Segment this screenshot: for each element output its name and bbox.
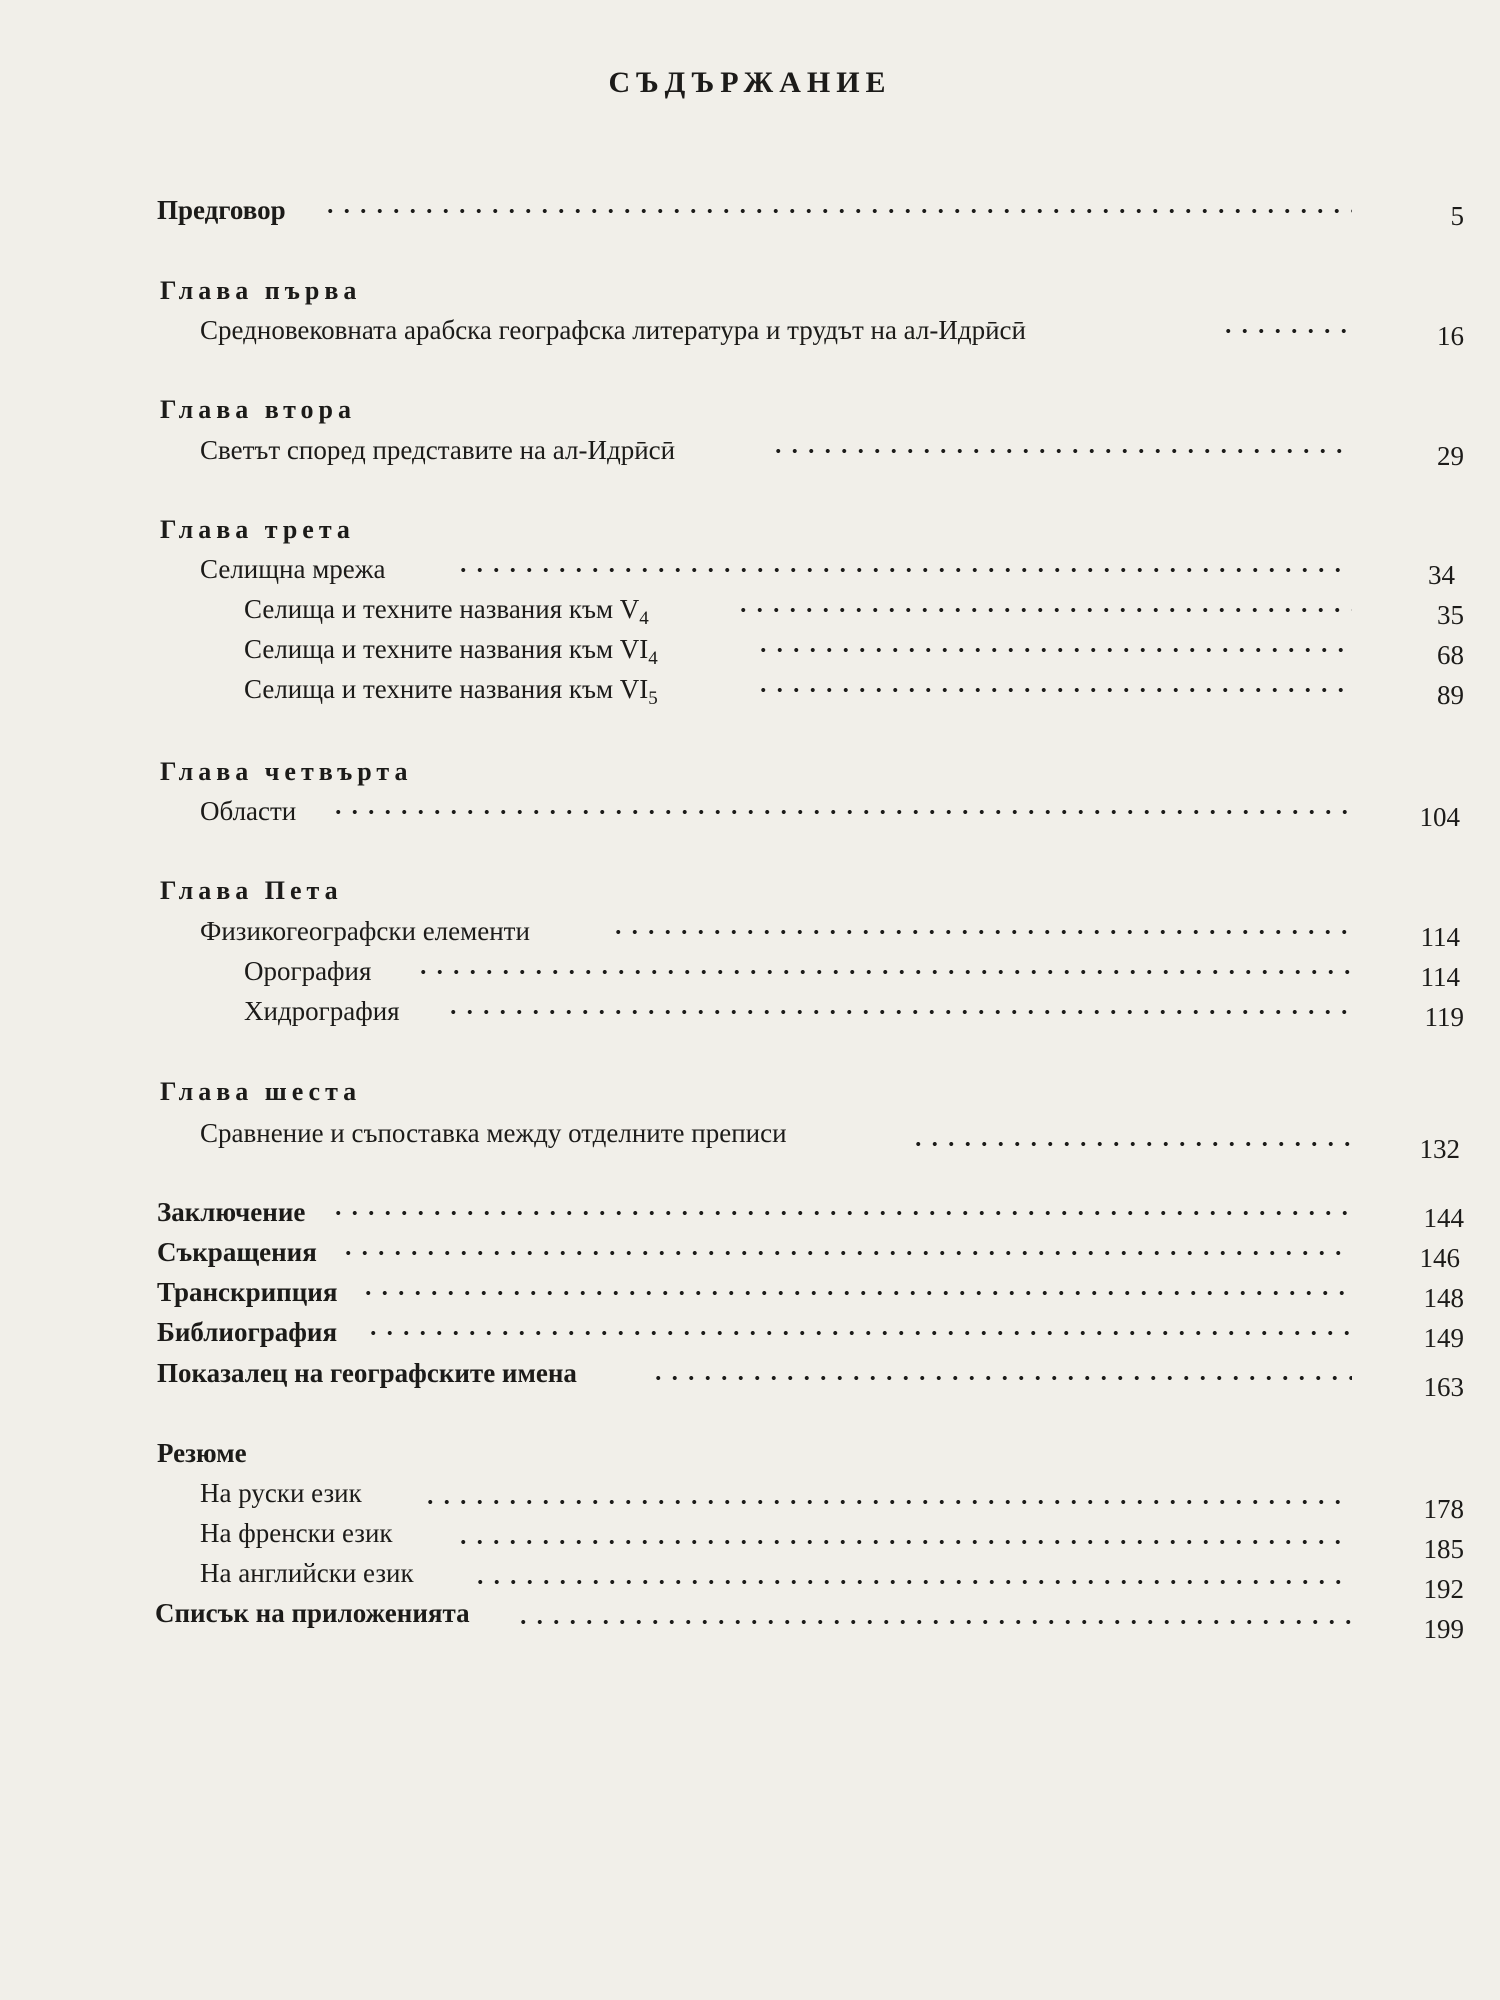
- leader-dots: [422, 1492, 1352, 1512]
- toc-entry-page: 146: [1419, 1243, 1460, 1273]
- toc-entry-label: Средновековната арабска географска литература и трудът на ал-Идрӣсӣ: [200, 315, 1026, 345]
- toc-entry-page: 5: [1450, 201, 1464, 231]
- leader-dots: [415, 962, 1352, 982]
- toc-entry-page: 35: [1437, 600, 1464, 630]
- leader-dots: [515, 1612, 1352, 1632]
- summary-heading: Резюме: [157, 1438, 247, 1468]
- toc-entry-label: Светът според представите на ал-Идрӣсӣ: [200, 435, 676, 465]
- toc-entry-label: Орография: [244, 956, 372, 986]
- toc-entry-page: 104: [1419, 802, 1460, 832]
- toc-entry-page: 185: [1423, 1534, 1464, 1564]
- page-title: СЪДЪРЖАНИЕ: [608, 66, 892, 99]
- toc-entry-label: Хидрография: [244, 996, 400, 1026]
- leader-dots: [455, 560, 1352, 580]
- toc-entry-page: 132: [1419, 1134, 1460, 1164]
- toc-entry-label: Селищна мрежа: [200, 554, 386, 584]
- toc-entry-page: 192: [1423, 1574, 1464, 1604]
- toc-entry-page: 119: [1424, 1002, 1464, 1032]
- toc-entry-page: 114: [1420, 922, 1460, 952]
- leader-dots: [735, 600, 1352, 620]
- leader-dots: [1220, 321, 1352, 341]
- toc-entry-page: 199: [1423, 1614, 1464, 1644]
- toc-entry-label: Транскрипция: [157, 1277, 338, 1307]
- toc-entry-appendices[interactable]: [0, 1598, 1500, 1644]
- leader-dots: [330, 1203, 1352, 1223]
- toc-entry-page: 114: [1420, 962, 1460, 992]
- toc-entry-page: 149: [1423, 1323, 1464, 1353]
- toc-entry[interactable]: [0, 996, 1500, 1036]
- toc-entry-label: На английски език: [200, 1558, 414, 1588]
- toc-entry[interactable]: [0, 1518, 1500, 1564]
- toc-entry[interactable]: [0, 916, 1500, 956]
- leader-dots: [650, 1368, 1352, 1388]
- toc-entry-conclusion[interactable]: [0, 1197, 1500, 1237]
- toc-entry-page: 16: [1437, 321, 1464, 351]
- toc-entry-page: 29: [1437, 441, 1464, 471]
- leader-dots: [365, 1323, 1352, 1343]
- toc-entry-index[interactable]: [0, 1358, 1500, 1402]
- toc-entry-page: 144: [1423, 1203, 1464, 1233]
- leader-dots: [340, 1243, 1352, 1263]
- leader-dots: [472, 1572, 1352, 1592]
- toc-entry[interactable]: [0, 674, 1500, 714]
- toc-entry-label: Показалец на географските имена: [157, 1358, 577, 1388]
- chapter-heading-1: Глава първа: [160, 276, 362, 305]
- leader-dots: [455, 1532, 1352, 1552]
- toc-entry-label: Селища и техните названия към $V_4$: [244, 594, 649, 629]
- toc-entry-preface[interactable]: [0, 195, 1500, 235]
- toc-entry-page: 178: [1423, 1494, 1464, 1524]
- leader-dots: [610, 922, 1352, 942]
- toc-entry-page: 148: [1423, 1283, 1464, 1313]
- chapter-heading-6: Глава шеста: [160, 1077, 362, 1106]
- toc-entry-label: Библиография: [157, 1317, 338, 1347]
- toc-entry[interactable]: [0, 554, 1500, 594]
- toc-entry[interactable]: [0, 1478, 1500, 1524]
- toc-entry-label: Сравнение и съпоставка между отделните преписи: [200, 1118, 787, 1148]
- leader-dots: [755, 680, 1352, 700]
- chapter-heading-5: Глава Пета: [160, 876, 343, 905]
- toc-entry-page: 163: [1423, 1372, 1464, 1402]
- toc-entry-label: На руски език: [200, 1478, 362, 1508]
- toc-entry-transcription[interactable]: [0, 1277, 1500, 1317]
- chapter-heading-3: Глава трета: [160, 515, 355, 544]
- toc-entry[interactable]: [0, 1118, 1500, 1164]
- toc-entry[interactable]: [0, 634, 1500, 674]
- toc-entry-label: Области: [200, 796, 297, 826]
- toc-entry-label: Селища и техните названия към $VI_4$: [244, 634, 658, 669]
- toc-entry-page: 34: [1428, 560, 1455, 590]
- leader-dots: [445, 1002, 1352, 1022]
- toc-entry[interactable]: [0, 956, 1500, 996]
- chapter-heading-2: Глава втора: [160, 395, 357, 424]
- toc-entry[interactable]: [0, 1558, 1500, 1604]
- toc-entry-bibliography[interactable]: [0, 1317, 1500, 1357]
- leader-dots: [755, 640, 1352, 660]
- toc-entry-label: Физикогеографски елементи: [200, 916, 530, 946]
- leader-dots: [360, 1283, 1352, 1303]
- leader-dots: [322, 201, 1352, 221]
- leader-dots: [770, 441, 1352, 461]
- leader-dots: [330, 802, 1352, 822]
- toc-entry-label: Съкращения: [157, 1237, 317, 1267]
- toc-entry[interactable]: [0, 796, 1500, 836]
- toc-entry-page: 68: [1437, 640, 1464, 670]
- toc-entry-label: Списък на приложенията: [155, 1598, 470, 1628]
- chapter-heading-4: Глава четвърта: [160, 757, 413, 786]
- toc-entry-label: Предговор: [157, 195, 286, 225]
- toc-entry-page: 89: [1437, 680, 1464, 710]
- toc-entry-label: Заключение: [157, 1197, 306, 1227]
- leader-dots: [910, 1134, 1352, 1154]
- toc-entry-label: Селища и техните названия към $VI_5$: [244, 674, 658, 709]
- toc-entry[interactable]: [0, 315, 1500, 355]
- toc-entry[interactable]: [0, 435, 1500, 475]
- toc-entry-abbreviations[interactable]: [0, 1237, 1500, 1277]
- toc-entry[interactable]: [0, 594, 1500, 634]
- toc-entry-label: На френски език: [200, 1518, 393, 1548]
